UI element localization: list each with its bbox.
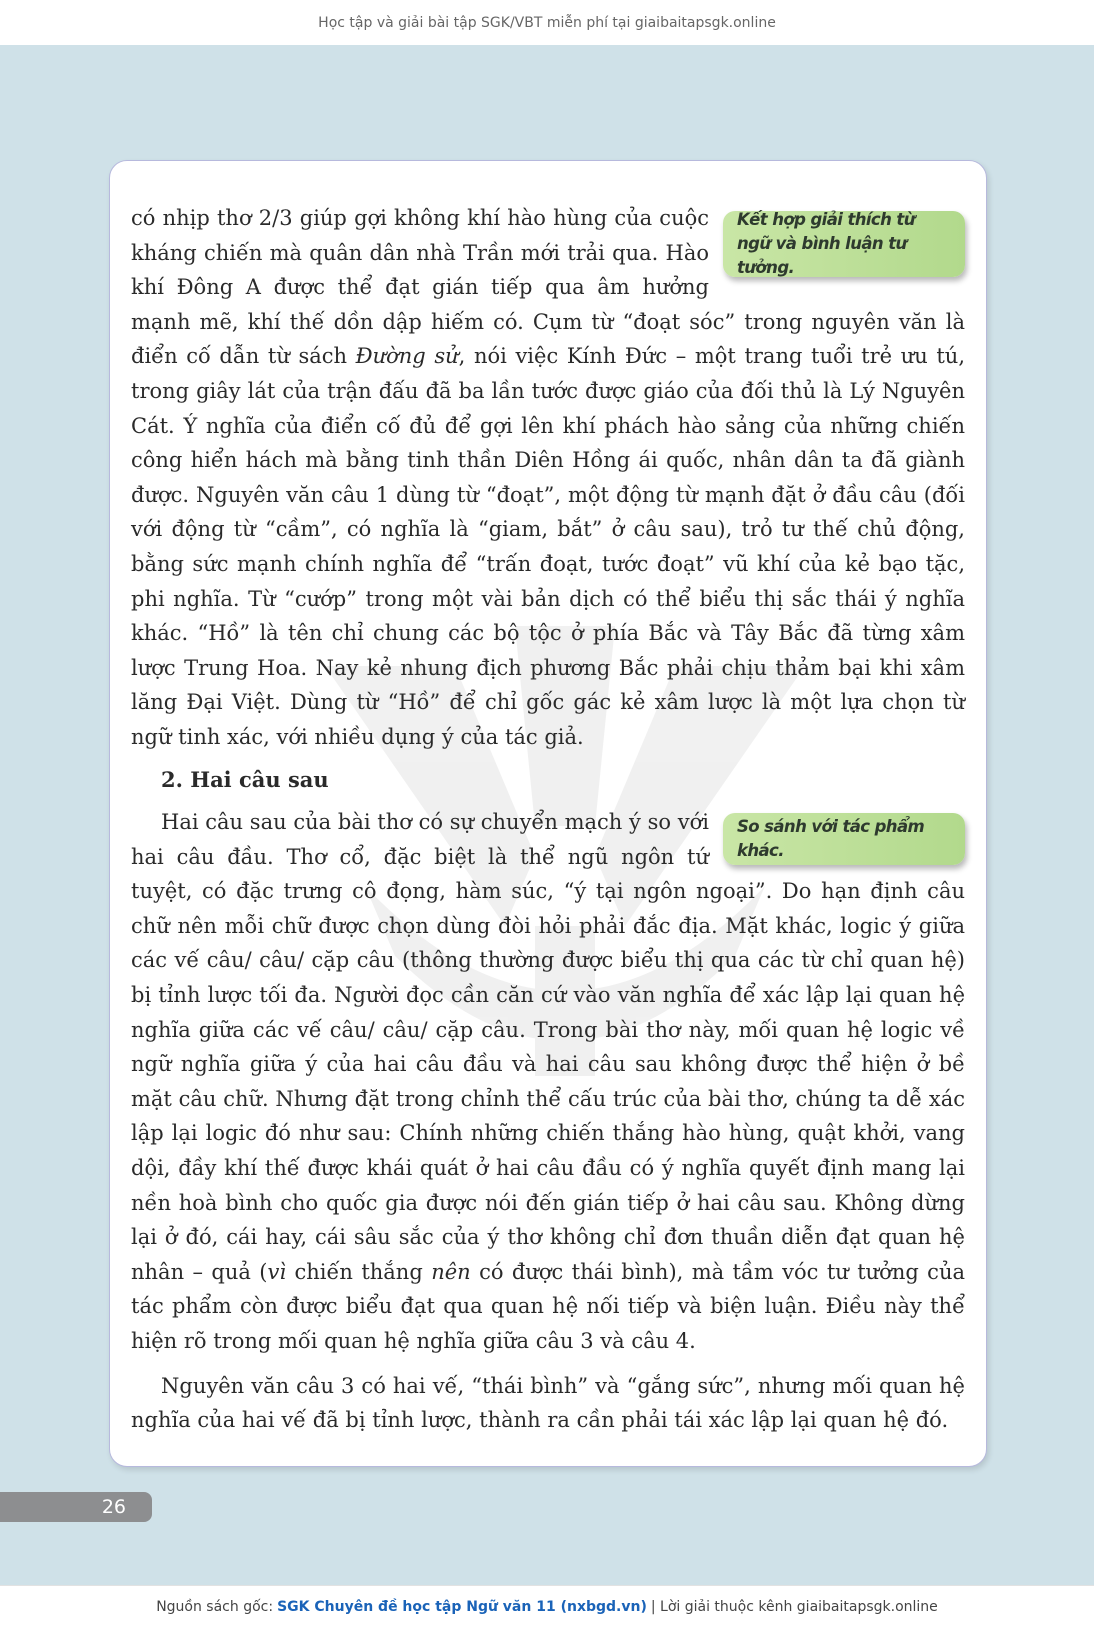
content-card bbox=[109, 160, 987, 1467]
paragraph-2-part-a: Hai câu sau của bài thơ có sự chuyển mạch ý so với hai câu đầu. Thơ cổ, đặc biệt là thể ngũ ngôn tứ tuyệt, có đặc trưng cô đọng, hàm súc, “ý tại ngôn ngoại”. Do hạn định câu chữ nên mỗi chữ được chọn dùng đòi hỏi phải đắc địa. Mặt khác, logic ý giữa các vế câu/ câu/ cặp câu (thông thường được biểu thị qua các từ chỉ quan hệ) bị tỉnh lược tối đa. Người đọc cần căn cứ vào văn nghĩa để xác lập lại quan hệ nghĩa giữa các vế câu/ câu/ cặp câu. Trong bài thơ này, mối quan hệ logic về ngữ nghĩa giữa ý của hai câu đầu và hai câu sau không được thể hiện ở bề mặt câu chữ. Nhưng đặt trong chỉnh thể cấu trúc của bài thơ, chúng ta dễ xác lập lại logic đó như sau: Chính những chiến thắng hào hùng, quật khởi, vang dội, đầy khí thế được khái quát ở hai câu đầu có ý nghĩa quyết định mang lại nền hoà bình cho quốc gia được nói đến gián tiếp ở hai câu sau. Không dừng lại ở đó, cái hay, cái sâu sắc của ý thơ không chỉ đơn thuần diễn đạt quan hệ nhân – quả ( bbox=[131, 810, 965, 1284]
paragraph-2-part-b: chiến thắng bbox=[286, 1259, 432, 1284]
margin-note-1-text: Kết hợp giải thích từ ngữ và bình luận tư tưởng. bbox=[737, 210, 915, 277]
paragraph-3: Nguyên văn câu 3 có hai vế, “thái bình” và “gắng sức”, nhưng mối quan hệ nghĩa của hai vế đã bị tỉnh lược, thành ra cần phải tái xác lập lại quan hệ đó. bbox=[131, 1373, 965, 1433]
footer-prefix: Nguồn sách gốc: bbox=[156, 1598, 274, 1615]
section-heading: 2. Hai câu sau bbox=[161, 766, 329, 792]
banner-text: Học tập và giải bài tập SGK/VBT miễn phí tại giaibaitapsgk.online bbox=[318, 14, 776, 31]
paragraph-1-part-a: có nhịp thơ 2/3 giúp gợi không khí hào hùng của cuộc kháng chiến mà quân dân nhà Trần mới trải qua. Hào khí Đông A được thể đạt gián tiếp qua âm hưởng mạnh mẽ, khí thế dồn dập hiếm có. Cụm từ “đoạt sóc” trong nguyên văn là điển cố dẫn từ sách bbox=[131, 206, 965, 369]
footer-suffix: | Lời giải thuộc kênh giaibaitapsgk.online bbox=[650, 1598, 938, 1615]
page-number: 26 bbox=[0, 1492, 152, 1522]
body-text bbox=[131, 201, 965, 1438]
footer bbox=[0, 1585, 1094, 1627]
paragraph-1-italic: Đường sử bbox=[355, 344, 459, 369]
margin-note-2-text: So sánh với tác phẩm khác. bbox=[737, 817, 925, 861]
paragraph-2 bbox=[131, 805, 965, 1359]
paragraph-2-italic-nen: nên bbox=[431, 1259, 471, 1284]
margin-note-1 bbox=[723, 211, 965, 277]
top-banner bbox=[0, 0, 1094, 45]
paragraph-2-part-c: có được thái bình), mà tầm vóc tư tưởng của tác phẩm còn được biểu đạt qua quan hệ nối tiếp và biện luận. Điều này thể hiện rõ trong mối quan hệ nghĩa giữa câu 3 và câu 4. bbox=[131, 1259, 965, 1353]
footer-source-link[interactable]: SGK Chuyên đề học tập Ngữ văn 11 (nxbgd.vn) bbox=[277, 1598, 647, 1615]
paragraph-2-italic-vi: vì bbox=[267, 1259, 287, 1284]
margin-note-2 bbox=[723, 813, 965, 865]
paragraph-1-part-b: , nói việc Kính Đức – một trang tuổi trẻ ưu tú, trong giây lát của trận đấu đã ba lần tước được giáo của đối thủ là Lý Nguyên Cát. Ý nghĩa của điển cố đủ để gợi lên khí phách hào sảng của những chiến công hiển hách mà bằng tinh thần Diên Hồng ái quốc, nhân dân ta đã giành được. Nguyên văn câu 1 dùng từ “đoạt”, một động từ mạnh đặt ở đầu câu (đối với động từ “cầm”, có nghĩa là “giam, bắt” ở câu sau), trỏ tư thế chủ động, bằng sức mạnh chính nghĩa để “trấn đoạt, tước đoạt” vũ khí của kẻ bạo tặc, phi nghĩa. Từ “cướp” trong một vài bản dịch có thể biểu thị sắc thái ý nghĩa khác. “Hồ” là tên chỉ chung các bộ tộc ở phía Bắc và Tây Bắc đã từng xâm lược Trung Hoa. Nay kẻ nhung địch phương Bắc phải chịu thảm bại khi xâm lăng Đại Việt. Dùng từ “Hồ” để chỉ gốc gác kẻ xâm lược là một lựa chọn từ ngữ tinh xác, với nhiều dụng ý của tác giả. bbox=[131, 344, 965, 749]
paragraph-1 bbox=[131, 201, 965, 755]
